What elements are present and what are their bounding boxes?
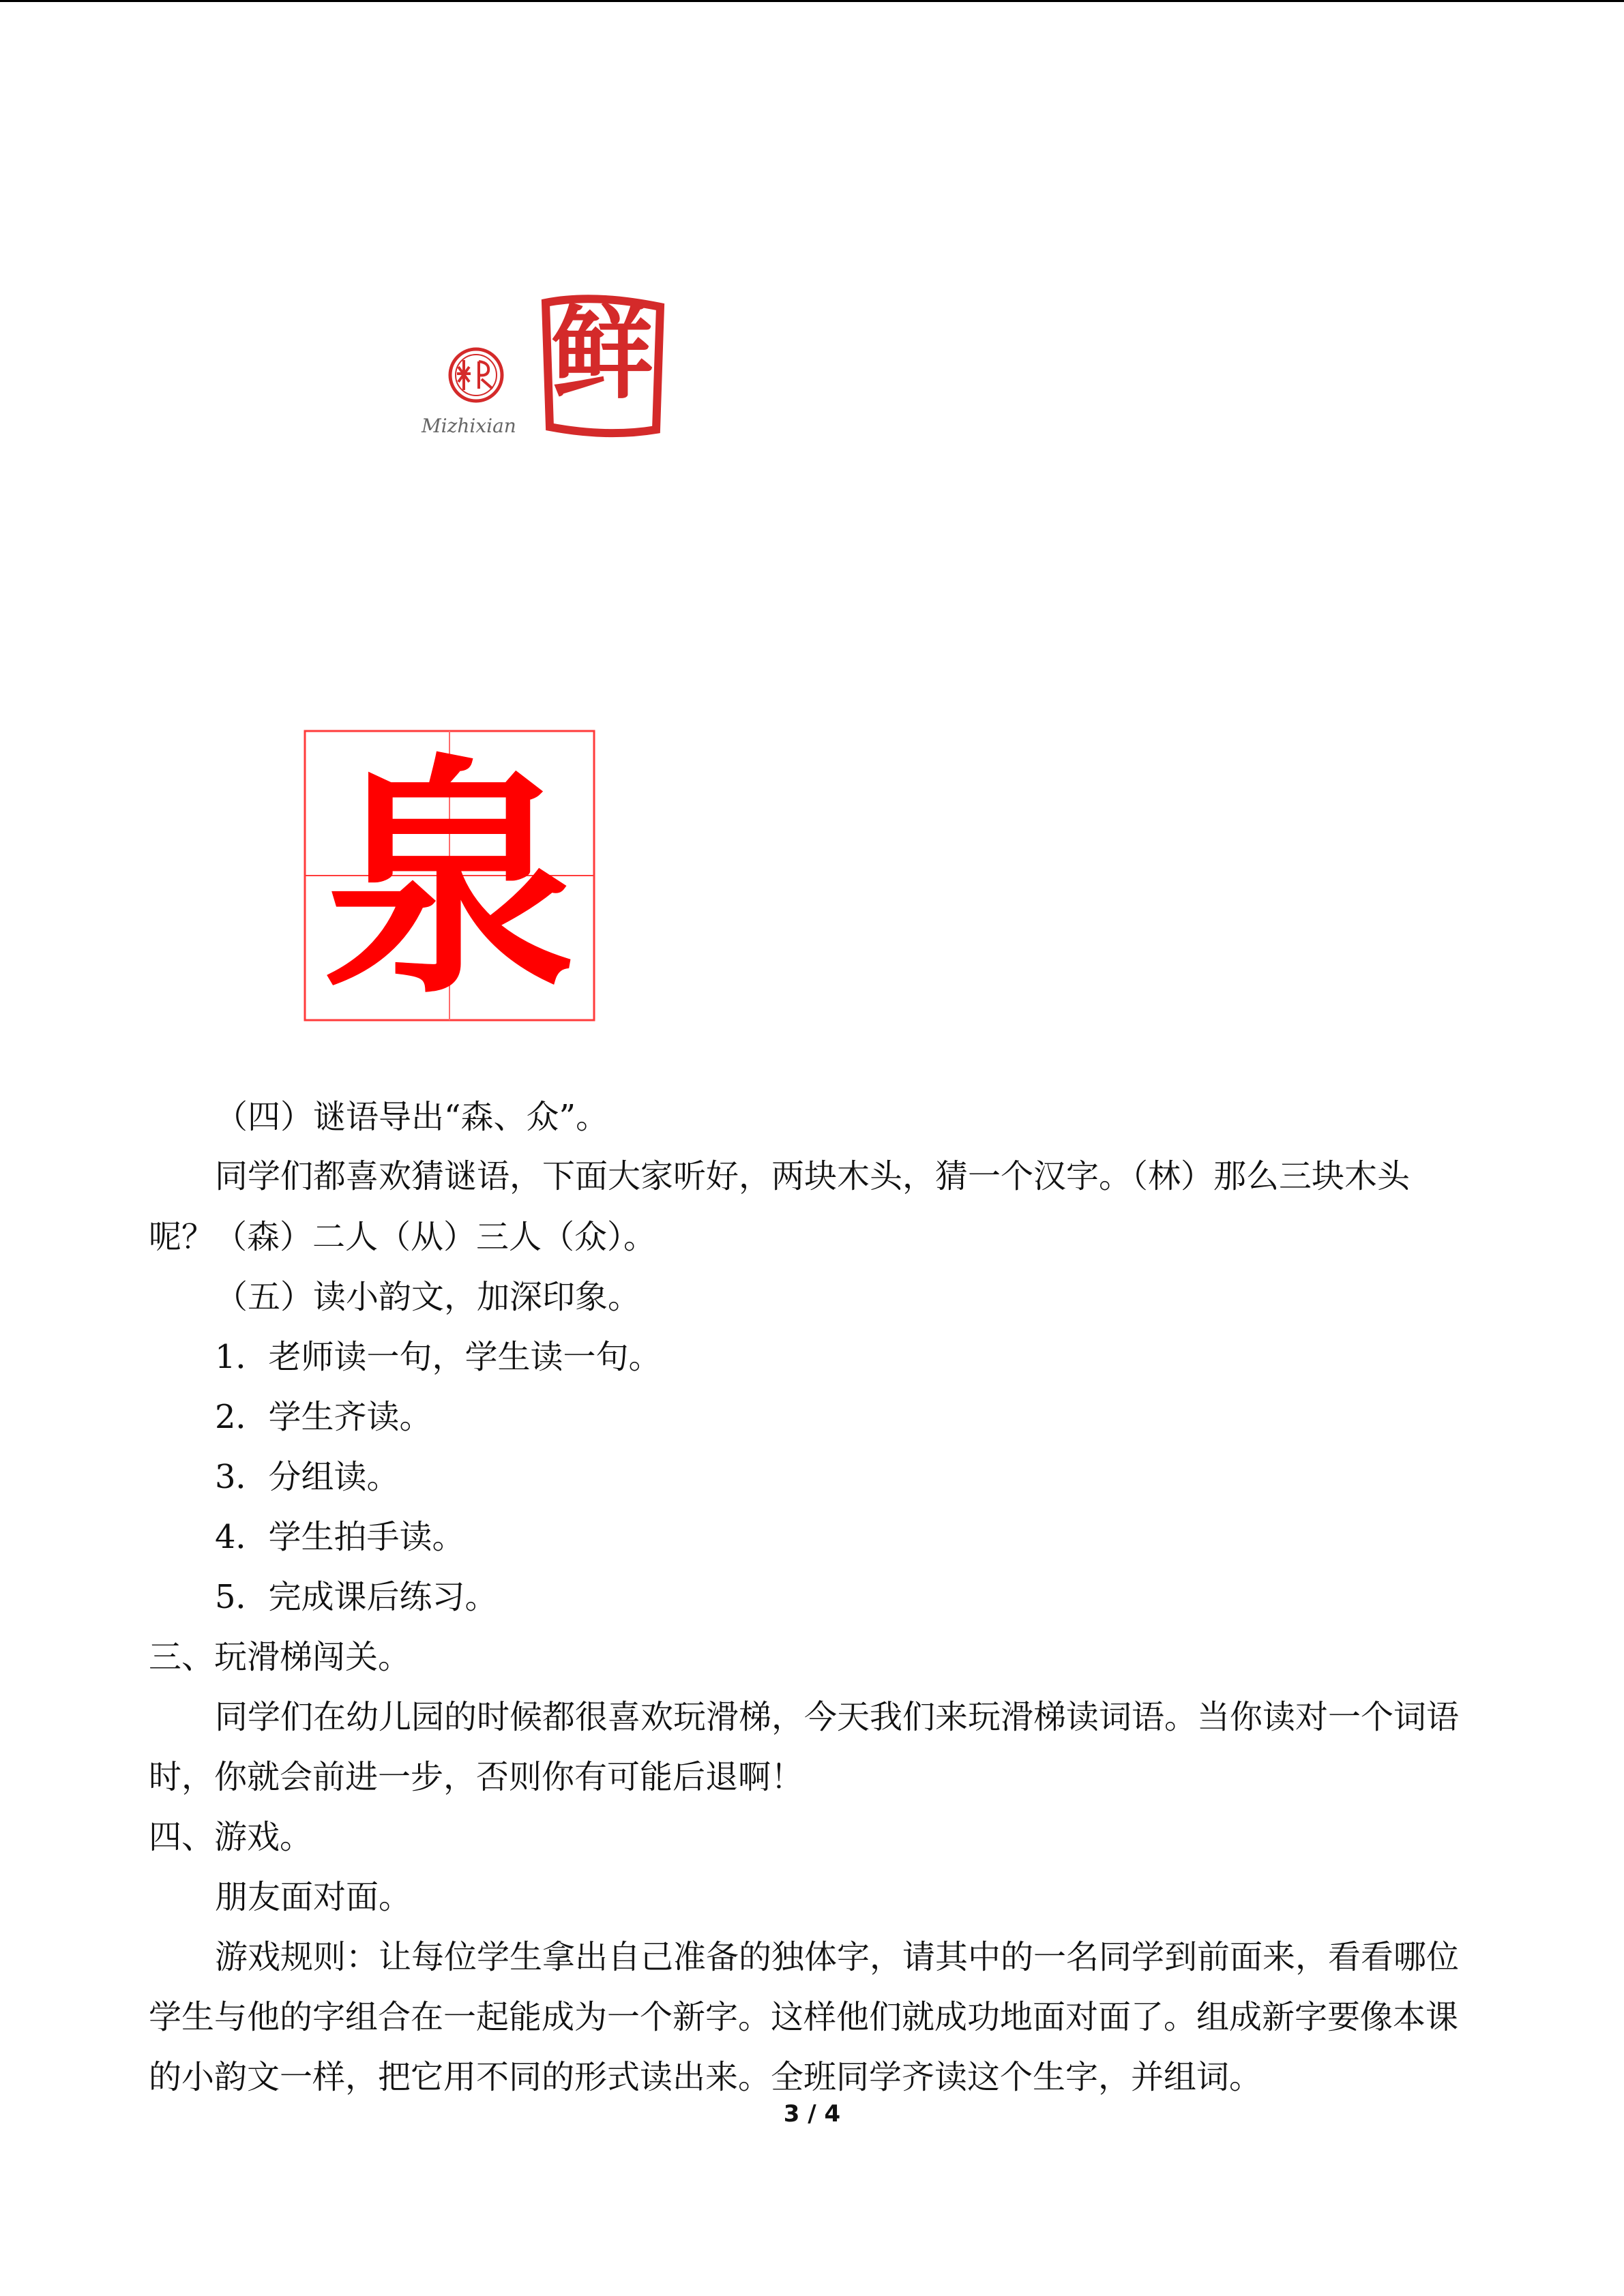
section-heading-slide: 三、玩滑梯闯关。 [149, 1638, 411, 1676]
list-item-2: 2．学生齐读。 [215, 1398, 432, 1436]
paragraph-game-rules-line-1: 游戏规则：让每位学生拿出自己准备的独体字，请其中的一名同学到前面来，看看哪位 [215, 1938, 1460, 1976]
character-glyph: 泉 [323, 732, 576, 1022]
character-tianzige-card [304, 730, 595, 1022]
seal-character: 鲜 [550, 293, 654, 413]
paragraph-game-name: 朋友面对面。 [215, 1878, 412, 1916]
paragraph-riddle-line-2: 呢？（森）二人（从）三人（众）。 [149, 1218, 657, 1256]
paragraph-game-rules-line-3: 的小韵文一样，把它用不同的形式读出来。全班同学齐读这个生字，并组词。 [149, 2058, 1263, 2096]
page-number: 3 / 4 [783, 2100, 841, 2128]
paragraph-game-rules-line-2: 学生与他的字组合在一起能成为一个新字。这样他们就成功地面对面了。组成新字要像本课 [149, 1998, 1459, 2036]
list-item-4: 4．学生拍手读。 [215, 1518, 465, 1556]
section-heading-game: 四、游戏。 [149, 1818, 313, 1856]
list-item-1: 1．老师读一句，学生读一句。 [215, 1338, 662, 1376]
paragraph-riddle-line-1: 同学们都喜欢猜谜语，下面大家听好，两块木头，猜一个汉字。（林）那么三块木头 [215, 1157, 1411, 1195]
emblem-circle-icon [450, 349, 502, 401]
paragraph-slide-line-2: 时，你就会前进一步，否则你有可能后退啊！ [149, 1758, 804, 1796]
brand-logo-graphic [416, 286, 675, 443]
list-item-3: 3．分组读。 [215, 1458, 400, 1496]
brand-logo [416, 286, 675, 443]
seal-stamp-icon [546, 293, 660, 433]
tianzige-grid [304, 730, 595, 1022]
section-heading-rhyme: （五）读小韵文，加深印象。 [215, 1278, 641, 1316]
top-border-line [0, 0, 1624, 2]
paragraph-slide-line-1: 同学们在幼儿园的时候都很喜欢玩滑梯，今天我们来玩滑梯读词语。当你读对一个词语 [215, 1698, 1460, 1736]
emblem-wordmark: Mizhixian [422, 415, 516, 437]
list-item-5: 5．完成课后练习。 [215, 1578, 498, 1616]
section-heading-riddle: （四）谜语导出“森、众”。 [215, 1098, 609, 1136]
